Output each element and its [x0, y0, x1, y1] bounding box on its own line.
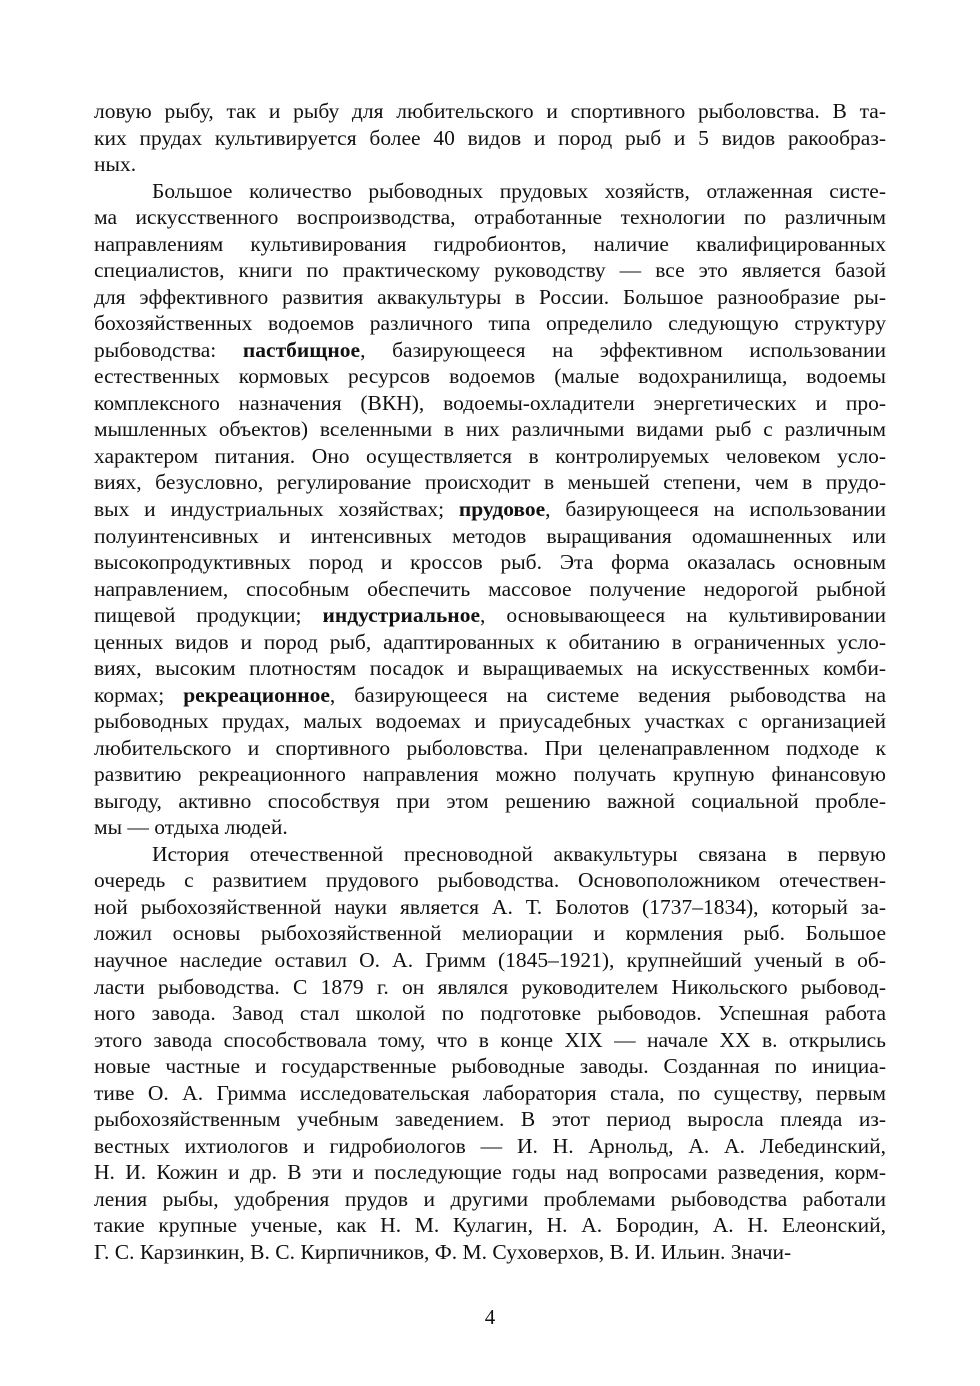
text-span: направлением, способным обеспечить массовое получение недорогой рыбной: [94, 576, 886, 601]
text-span: научное наследие оставил О. А. Гримм (1845–1921), крупнейший ученый в об-: [94, 948, 886, 972]
text-span: очередь с развитием прудового рыбоводства. Основоположником отечествен-: [94, 868, 886, 893]
text-span: кормах;: [94, 682, 184, 707]
text-span: ной рыбохозяйственной науки является А. Т. Болотов (1737–1834), который за-: [94, 894, 886, 919]
text-line: [94, 681, 886, 709]
text-span: тиве О. А. Гримма исследовательская лаборатория стала, по существу, первым: [94, 1080, 886, 1105]
bold-term: прудовое: [458, 497, 546, 521]
text-line: [152, 177, 886, 205]
bold-term: рекреационное: [183, 682, 330, 707]
text-span: этого завода способствовала тому, что в конце XIX — начале XX в. открылись: [94, 1027, 886, 1052]
text-span: ких прудах культивируется более 40 видов и пород рыб и 5 видов ракообраз-: [94, 125, 886, 150]
text-span: ловую рыбу, так и рыбу для любительского и спортивного рыболовства. В та-: [94, 99, 886, 123]
text-line: [94, 442, 886, 470]
text-line: [94, 575, 886, 603]
page-number: 4: [484, 1305, 496, 1329]
text-line: [94, 1211, 886, 1239]
text-span: рыбохозяйственным учебным заведением. В этот период выросла плеяда из-: [94, 1107, 886, 1132]
text-span: , базирующееся на эффективном использовании: [360, 337, 886, 362]
text-line: [94, 760, 886, 788]
text-line: [94, 415, 886, 443]
text-span: виях, безусловно, регулирование происходит в меньшей степени, чем в прудо-: [94, 470, 886, 495]
text-line: [94, 1132, 886, 1160]
text-span: специалистов, книги по практическому руководству — все это является базой: [94, 258, 886, 283]
text-line: [94, 893, 886, 921]
text-line: [94, 707, 886, 735]
text-span: ного завода. Завод стал школой по подготовке рыбоводов. Успешная работа: [94, 1001, 886, 1025]
text-line: [94, 1079, 886, 1107]
text-span: ных.: [94, 152, 137, 177]
text-span: ма искусственного воспроизводства, отработанные технологии по различным: [94, 205, 886, 230]
text-line: [94, 1052, 886, 1080]
text-line: [94, 230, 886, 258]
text-line: [152, 840, 886, 868]
text-span: рыбоводства:: [94, 337, 243, 362]
text-span: характером питания. Оно осуществляется в контролируемых человеком усло-: [94, 443, 886, 468]
text-span: для эффективного развития аквакультуры в России. Большое разнообразие ры-: [94, 284, 886, 309]
text-line: [94, 362, 886, 390]
text-span: любительского и спортивного рыболовства. При целенаправленном подходе к: [94, 735, 886, 760]
text-span: высокопродуктивных пород и кроссов рыб. Эта форма оказалась основным: [94, 550, 886, 574]
text-span: вестных ихтиологов и гидробиологов — И. Н. Арнольд, А. А. Лебединский,: [94, 1133, 886, 1158]
text-span: развитию рекреационного направления можно получать крупную финансовую: [94, 762, 886, 787]
text-line: [94, 813, 886, 841]
text-span: направлениям культивирования гидробионтов, наличие квалифицированных: [94, 231, 886, 256]
text-line: [94, 628, 886, 656]
bold-term: пастбищное: [242, 337, 361, 362]
text-line: [94, 309, 886, 337]
text-span: Г. С. Карзинкин, В. С. Кирпичников, Ф. М. Суховерхов, В. И. Ильин. Значи-: [94, 1239, 792, 1264]
text-span: естественных кормовых ресурсов водоемов (малые водохранилища, водоемы: [94, 364, 886, 389]
text-line: [94, 734, 886, 762]
text-line: [94, 203, 886, 231]
text-line: [94, 336, 886, 364]
text-span: новые частные и государственные рыбоводные заводы. Созданная по инициа-: [94, 1054, 886, 1079]
text-span: ценных видов и пород рыб, адаптированных к обитанию в ограниченных усло-: [94, 629, 886, 654]
text-span: Н. И. Кожин и др. В эти и последующие годы над вопросами разведения, корм-: [94, 1160, 886, 1185]
text-line: [94, 1238, 886, 1266]
text-span: такие крупные ученые, как Н. М. Кулагин, Н. А. Бородин, А. Н. Елеонский,: [94, 1213, 886, 1238]
text-span: История отечественной пресноводной аквакультуры связана в первую: [152, 841, 886, 866]
text-line: [94, 548, 886, 576]
text-span: Большое количество рыбоводных прудовых хозяйств, отлаженная систе-: [152, 178, 886, 203]
text-line: [94, 601, 886, 629]
text-line: [94, 389, 886, 417]
text-line: [94, 866, 886, 894]
text-line: [94, 1026, 886, 1054]
text-line: [94, 1158, 886, 1186]
text-span: ласти рыбоводства. С 1879 г. он являлся руководителем Никольского рыбовод-: [94, 974, 886, 999]
text-line: [94, 946, 886, 974]
text-line: [94, 787, 886, 815]
text-span: выгоду, активно способствуя при этом решению важной социальной пробле-: [94, 788, 886, 813]
text-span: , основывающееся на культивировании: [480, 603, 886, 628]
text-span: мышленных объектов) вселенными в них различными видами рыб с различным: [94, 417, 886, 442]
text-line: [94, 654, 886, 682]
text-span: , базирующееся на использовании: [545, 497, 886, 521]
text-line: [94, 468, 886, 496]
text-line: [94, 973, 886, 1001]
text-line: [94, 97, 886, 125]
text-line: [94, 124, 886, 152]
text-line: [94, 522, 886, 550]
text-span: виях, высоким плотностям посадок и выращиваемых на искусственных комби-: [94, 656, 886, 681]
text-span: бохозяйственных водоемов различного типа определило следующую структуру: [94, 311, 886, 336]
text-span: полуинтенсивных и интенсивных методов выращивания одомашненных или: [94, 523, 886, 548]
text-line: [94, 999, 886, 1027]
text-span: , базирующееся на системе ведения рыбоводства на: [329, 682, 886, 707]
text-span: комплексного назначения (ВКН), водоемы-охладители энергетических и про-: [94, 390, 886, 415]
bold-term: индустриальное: [322, 603, 480, 628]
text-line: [94, 256, 886, 284]
text-line: [94, 495, 886, 523]
text-span: мы — отдыха людей.: [94, 815, 288, 840]
text-line: [94, 283, 886, 311]
text-line: [94, 150, 886, 178]
text-line: [94, 1105, 886, 1133]
text-span: рыбоводных прудах, малых водоемах и приусадебных участках с организацией: [94, 709, 886, 734]
text-line: [94, 919, 886, 947]
text-span: ления рыбы, удобрения прудов и другими проблемами рыбоводства работали: [94, 1186, 886, 1211]
text-span: пищевой продукции;: [94, 603, 323, 628]
text-line: [94, 1185, 886, 1213]
text-span: ложил основы рыбохозяйственной мелиорации и кормления рыб. Большое: [94, 921, 886, 946]
text-span: вых и индустриальных хозяйствах;: [94, 497, 459, 521]
